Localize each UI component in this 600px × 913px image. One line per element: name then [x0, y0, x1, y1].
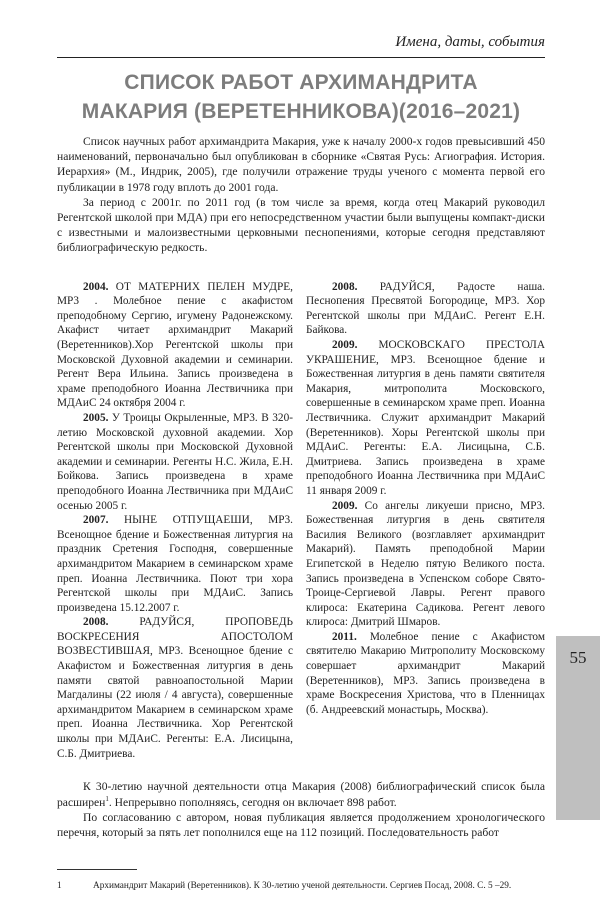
- closing-text-part: . Непрерывно пополняясь, сегодня он включает 898 работ.: [108, 795, 397, 809]
- footnote-text: Архимандрит Макарий (Веретенников). К 30-летию ученой деятельности. Сергиев Посад, 2008. С. 5 –29.: [93, 880, 512, 891]
- closing-paragraph: По согласованию с автором, новая публикация является продолжением хронологического перечня, который за пять лет пополнился еще на 112 позиций. Последовательность работ: [57, 811, 545, 840]
- list-item: [306, 338, 545, 499]
- article-title: [57, 68, 545, 126]
- title-line-2: МАКАРИЯ (ВЕРЕТЕННИКОВА)(2016–2021): [81, 100, 521, 123]
- entry-text: НЫНЕ ОТПУЩАЕШИ, МР3. Всенощное бдение и Божественная литургия на праздник Сретения Господня, совершенные архимандритом Макарием в семинарском храме преп. Иоанна Лествичника. Поют три хора Регентской школы при МДАиС. Запись произведена 15.12.2007 г.: [57, 514, 293, 614]
- running-header: Имена, даты, события: [395, 34, 545, 50]
- closing-paragraph: [57, 779, 545, 810]
- intro-paragraph: Список научных работ архимандрита Макария, уже к началу 2000-х годов превысивший 450 наименований, первоначально был опубликован в сборнике «Святая Русь: Агиография. История. Иерархия» (М., Индрик, 2005), где получили отражение труды ученого с момента первой его публикации в 1978 году вплоть до 2001 года.: [57, 135, 545, 194]
- header-rule: [57, 57, 545, 58]
- entry-text: ОТ МАТЕРНИХ ПЕЛЕН МУДРЕ, МР3 . Молебное пение с акафистом преподобному Сергию, игумену Радонежскому. Акафист читает архимандрит Макарий (Веретенников).Хор Регентской школы при Московской Духовной академии и семинарии. Регент Вера Ильина. Запись произведена в храме преподобного Иоанна Лествичника при МДАиС 24 октября 2004 г.: [57, 280, 293, 410]
- left-column: [57, 280, 293, 762]
- footnote-ref[interactable]: 1: [105, 794, 109, 803]
- intro: [57, 134, 545, 256]
- list-item: [57, 411, 293, 513]
- title-line-1: СПИСОК РАБОТ АРХИМАНДРИТА: [124, 71, 478, 94]
- entry-year: 2008.: [83, 616, 109, 629]
- right-column: [306, 280, 545, 718]
- list-item: [306, 499, 545, 630]
- list-item: [306, 280, 545, 338]
- list-item: [57, 615, 293, 761]
- entry-text: У Троицы Окрыленные, МР3. В 320-летию Московской духовной академии. Хор Регентской школы при Московской Духовной академии и семинарии. Регенты Н.С. Жила, Е.Н. Бойкова. Запись произведена в храме преподобного Иоанна Лествичника при МДАиС осенью 2005 г.: [57, 411, 293, 512]
- intro-paragraph: За период с 2001г. по 2011 год (в том числе за время, когда отец Макарий руководил Регентской школой при МДА) при его непосредственном участии были выпущены компакт-диски с известными и малоизвестными церковными песнопениями, которые сегодня представляют библиографическую редкость.: [57, 195, 545, 255]
- entry-year: 2009.: [332, 499, 358, 512]
- entry-year: 2011.: [332, 630, 357, 643]
- footnote-number: 1: [57, 880, 62, 891]
- closing-text-part: К 30-летию научной деятельности отца Макария (2008) библиографический список была расширен: [57, 780, 545, 809]
- footnote: [57, 880, 545, 893]
- list-item: [57, 280, 293, 411]
- entry-text: Молебное пение с Акафистом святителю Макарию Митрополиту Московскому совершает архимандрит Макарий (Веретенников), МР3. Запись произведена в храме Воскресения Христова, что в Пленницах (б. Андреевский монастырь, Москва).: [306, 630, 545, 716]
- entry-year: 2008.: [332, 280, 358, 293]
- closing-text: [57, 779, 545, 841]
- columns: [57, 280, 545, 762]
- entry-year: 2007.: [83, 514, 109, 527]
- entry-text: МОСКОВСКАГО ПРЕСТОЛА УКРАШЕНИЕ, МР3. Всенощное бдение и Божественная литургия в день памяти святителя Макария, митрополита Московского, совершенные в семинарском храме преп. Иоанна Лествичника. Служит архимандрит Макарий (Веретенников). Хоры Регентской школы при МДАиС. Регенты: Е.А. Лисицына, С.Б. Дмитриева. Запись произведена в храме преподобного Иоанна Лествичника при МДАиС 11 января 2009 г.: [306, 339, 545, 497]
- entry-text: Со ангелы ликуеши присно, МР3. Божественная литургия в день святителя Василия Великого (возглавляет архимандрит Макарий). Память преподобной Марии Египетской в Неделю пятую Великого поста. Запись произведена в Успенском соборе Свято-Троице-Сергиевой Лавры. Регент правого клироса: Екатерина Садикова. Регент левого клироса: Дмитрий Шмаров.: [306, 499, 545, 629]
- list-item: [306, 630, 545, 718]
- page-number: 55: [569, 648, 587, 667]
- entry-year: 2005.: [83, 411, 109, 424]
- entry-year: 2009.: [332, 339, 358, 351]
- footnote-rule: [57, 869, 137, 870]
- entry-year: 2004.: [83, 280, 109, 293]
- entry-text: РАДУЙСЯ, ПРОПОВЕДЬ ВОСКРЕСЕНИЯ АПОСТОЛОМ ВОЗВЕСТИВШАЯ, МР3. Всенощное бдение с Акафистом и Божественная литургия в день памяти святой равноапостольной Марии Магдалины (22 июля / 4 августа), совершенные архимандритом Макарием в семинарском храме преп. Иоанна Лествичника. Хор Регентской школы при МДАиС. Регенты: Е.А. Лисицына, С.Б. Дмитриева.: [57, 616, 293, 760]
- entry-text: РАДУЙСЯ, Радосте наша. Песнопения Пресвятой Богородице, МР3. Хор Регентской школы при МДАиС. Регент Е.Н. Байкова.: [306, 280, 545, 337]
- list-item: [57, 513, 293, 615]
